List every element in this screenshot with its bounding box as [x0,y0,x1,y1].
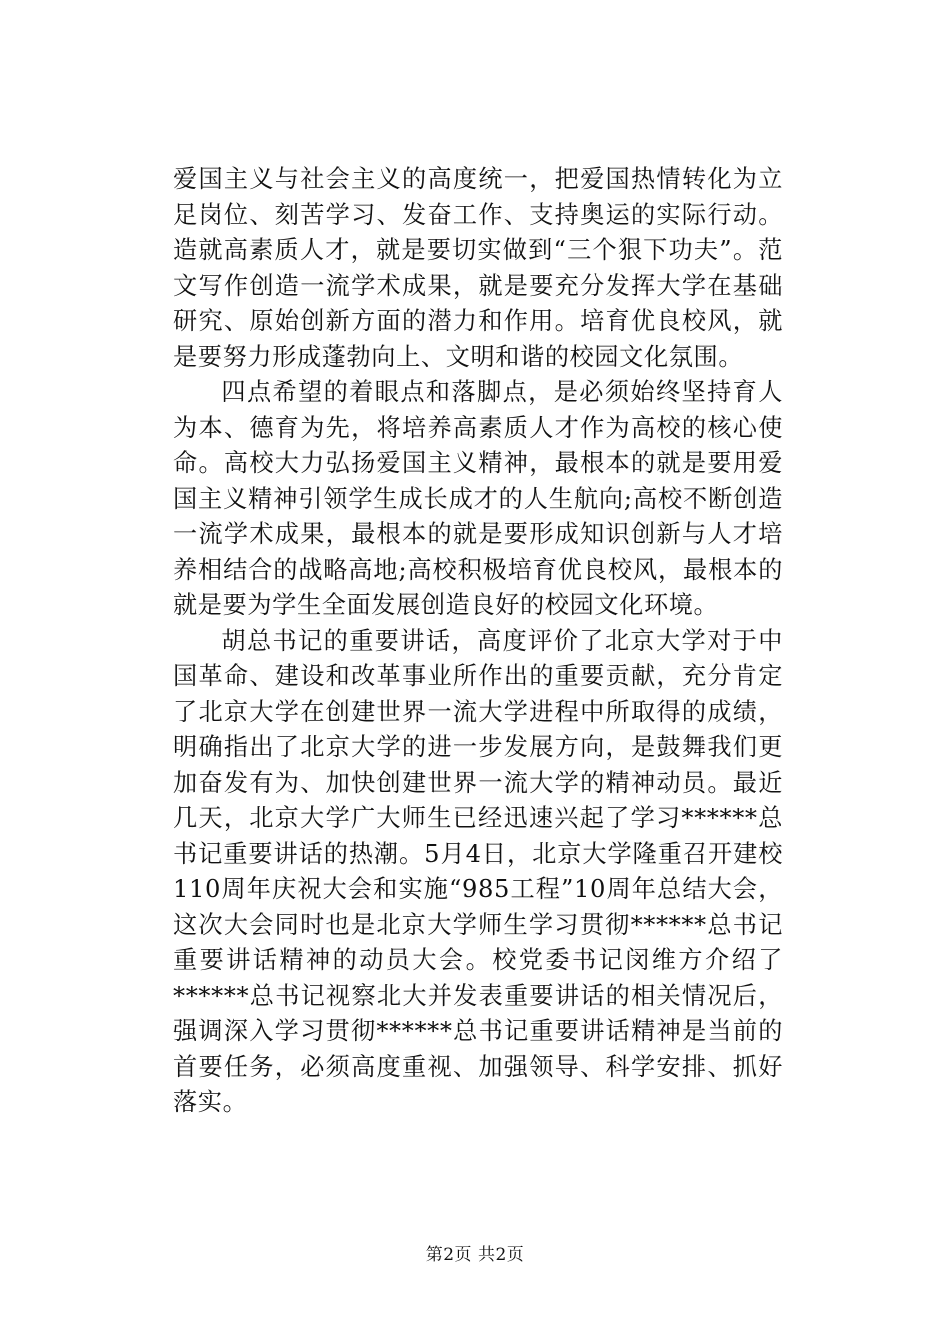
paragraph-2: 四点希望的着眼点和落脚点，是必须始终坚持育人为本、德育为先，将培养高素质人才作为高校的核心使命。高校大力弘扬爱国主义精神，最根本的就是要用爱国主义精神引领学生成长成才的人生航向;高校不断创造一流学术成果，最根本的就是要形成知识创新与人才培养相结合的战略高地;高校积极培育优良校风，最根本的就是要为学生全面发展创造良好的校园文化环境。 [173,378,783,619]
document-body [173,162,783,1121]
paragraph-1: 爱国主义与社会主义的高度统一，把爱国热情转化为立足岗位、刻苦学习、发奋工作、支持奥运的实际行动。造就高素质人才，就是要切实做到“三个狠下功夫”。范文写作创造一流学术成果，就是要充分发挥大学在基础研究、原始创新方面的潜力和作用。培育优良校风，就是要努力形成蓬勃向上、文明和谐的校园文化氛围。 [173,165,783,371]
paragraph-3: 胡总书记的重要讲话，高度评价了北京大学对于中国革命、建设和改革事业所作出的重要贡献，充分肯定了北京大学在创建世界一流大学进程中所取得的成绩，明确指出了北京大学的进一步发展方向，是鼓舞我们更加奋发有为、加快创建世界一流大学的精神动员。最近几天，北京大学广大师生已经迅速兴起了学习******总书记重要讲话的热潮。5月4日，北京大学隆重召开建校110周年庆祝大会和实施“985工程”10周年总结大会，这次大会同时也是北京大学师生学习贯彻******总书记重要讲话精神的动员大会。校党委书记闵维方介绍了******总书记视察北大并发表重要讲话的相关情况后，强调深入学习贯彻******总书记重要讲话精神是当前的首要任务，必须高度重视、加强领导、科学安排、抓好落实。 [173,626,783,1116]
page-number-footer: 第2页 共2页 [425,1245,525,1265]
